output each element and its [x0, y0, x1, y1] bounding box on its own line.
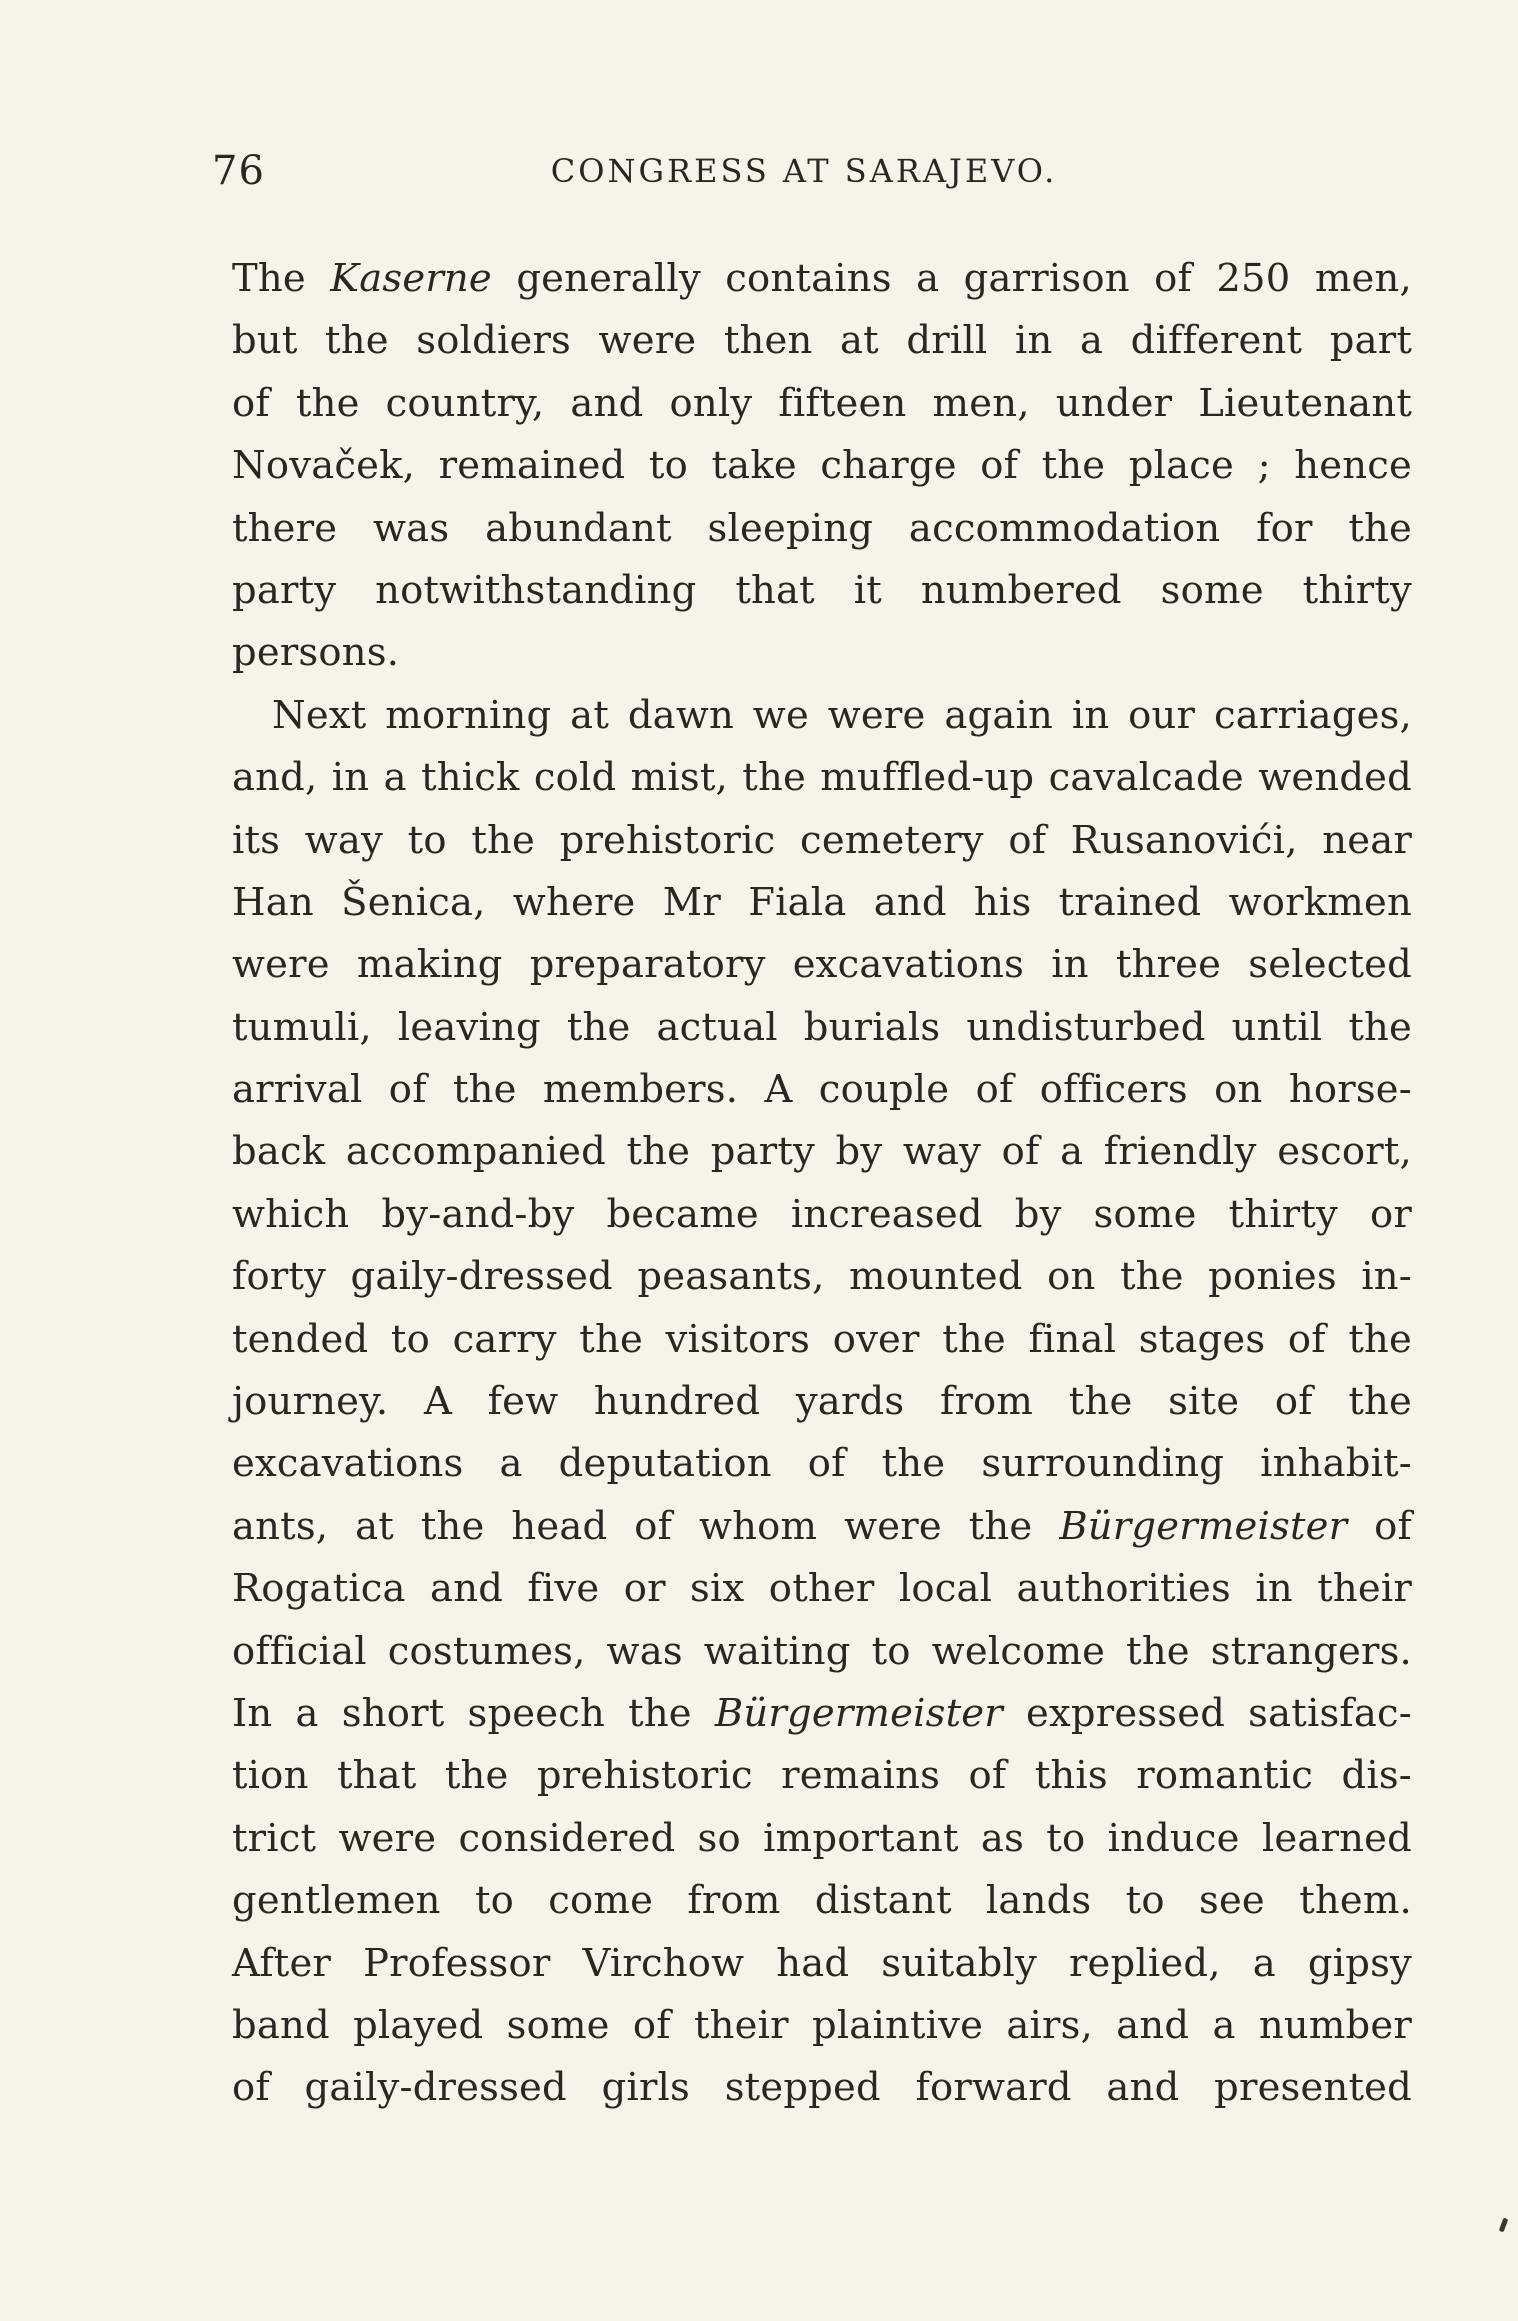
- text-line: Rogatica and five or six other local authorities in their: [232, 1566, 1412, 1612]
- running-head: [212, 148, 1396, 208]
- text-line: official costumes, was waiting to welcome the strangers.: [232, 1628, 1412, 1674]
- text-line: forty gaily-dressed peasants, mounted on the ponies in-: [232, 1254, 1412, 1300]
- text-line: excavations a deputation of the surrounding inhabit-: [232, 1441, 1412, 1487]
- paper-speck: [1499, 2218, 1508, 2233]
- text-line: but the soldiers were then at drill in a different part: [232, 318, 1412, 364]
- text-line: back accompanied the party by way of a friendly escort,: [232, 1129, 1412, 1175]
- text-line: gentlemen to come from distant lands to see them.: [232, 1878, 1412, 1924]
- text-line: journey. A few hundred yards from the site of the: [232, 1379, 1412, 1425]
- text-line: persons.: [232, 630, 400, 676]
- text-line: of gaily-dressed girls stepped forward and presented: [232, 2065, 1412, 2111]
- text-line: there was abundant sleeping accommodation for the: [232, 505, 1412, 551]
- text-line: tion that the prehistoric remains of this romantic dis-: [232, 1753, 1412, 1799]
- text-line: In a short speech the Bürgermeister expressed satisfac-: [232, 1690, 1412, 1736]
- text-line: and, in a thick cold mist, the muffled-up cavalcade wended: [232, 755, 1412, 801]
- text-line: tumuli, leaving the actual burials undisturbed until the: [232, 1004, 1412, 1050]
- text-line: ants, at the head of whom were the Bürgermeister of: [232, 1503, 1412, 1549]
- text-line: of the country, and only fifteen men, under Lieutenant: [232, 380, 1412, 426]
- text-line: arrival of the members. A couple of officers on horse-: [232, 1067, 1412, 1113]
- text-line: party notwithstanding that it numbered some thirty: [232, 567, 1412, 613]
- text-line: Novaček, remained to take charge of the place ; hence: [232, 443, 1412, 489]
- text-line: The Kaserne generally contains a garrison of 250 men,: [232, 256, 1412, 301]
- text-line: tended to carry the visitors over the final stages of the: [232, 1316, 1412, 1362]
- text-line: which by-and-by became increased by some thirty or: [232, 1191, 1412, 1237]
- text-line: band played some of their plaintive airs, and a number: [232, 2002, 1412, 2048]
- page-number: 76: [212, 148, 265, 194]
- text-line: Han Šenica, where Mr Fiala and his trained workmen: [232, 879, 1412, 925]
- text-line: After Professor Virchow had suitably replied, a gipsy: [232, 1940, 1412, 1986]
- running-title: CONGRESS AT SARAJEVO.: [550, 152, 1058, 190]
- text-line: were making preparatory excavations in three selected: [232, 942, 1412, 988]
- text-line: its way to the prehistoric cemetery of Rusanovići, near: [232, 817, 1412, 863]
- text-line: trict were considered so important as to induce learned: [232, 1815, 1412, 1861]
- body-text: [232, 248, 1412, 2120]
- text-line: Next morning at dawn we were again in our carriages,: [272, 692, 1412, 738]
